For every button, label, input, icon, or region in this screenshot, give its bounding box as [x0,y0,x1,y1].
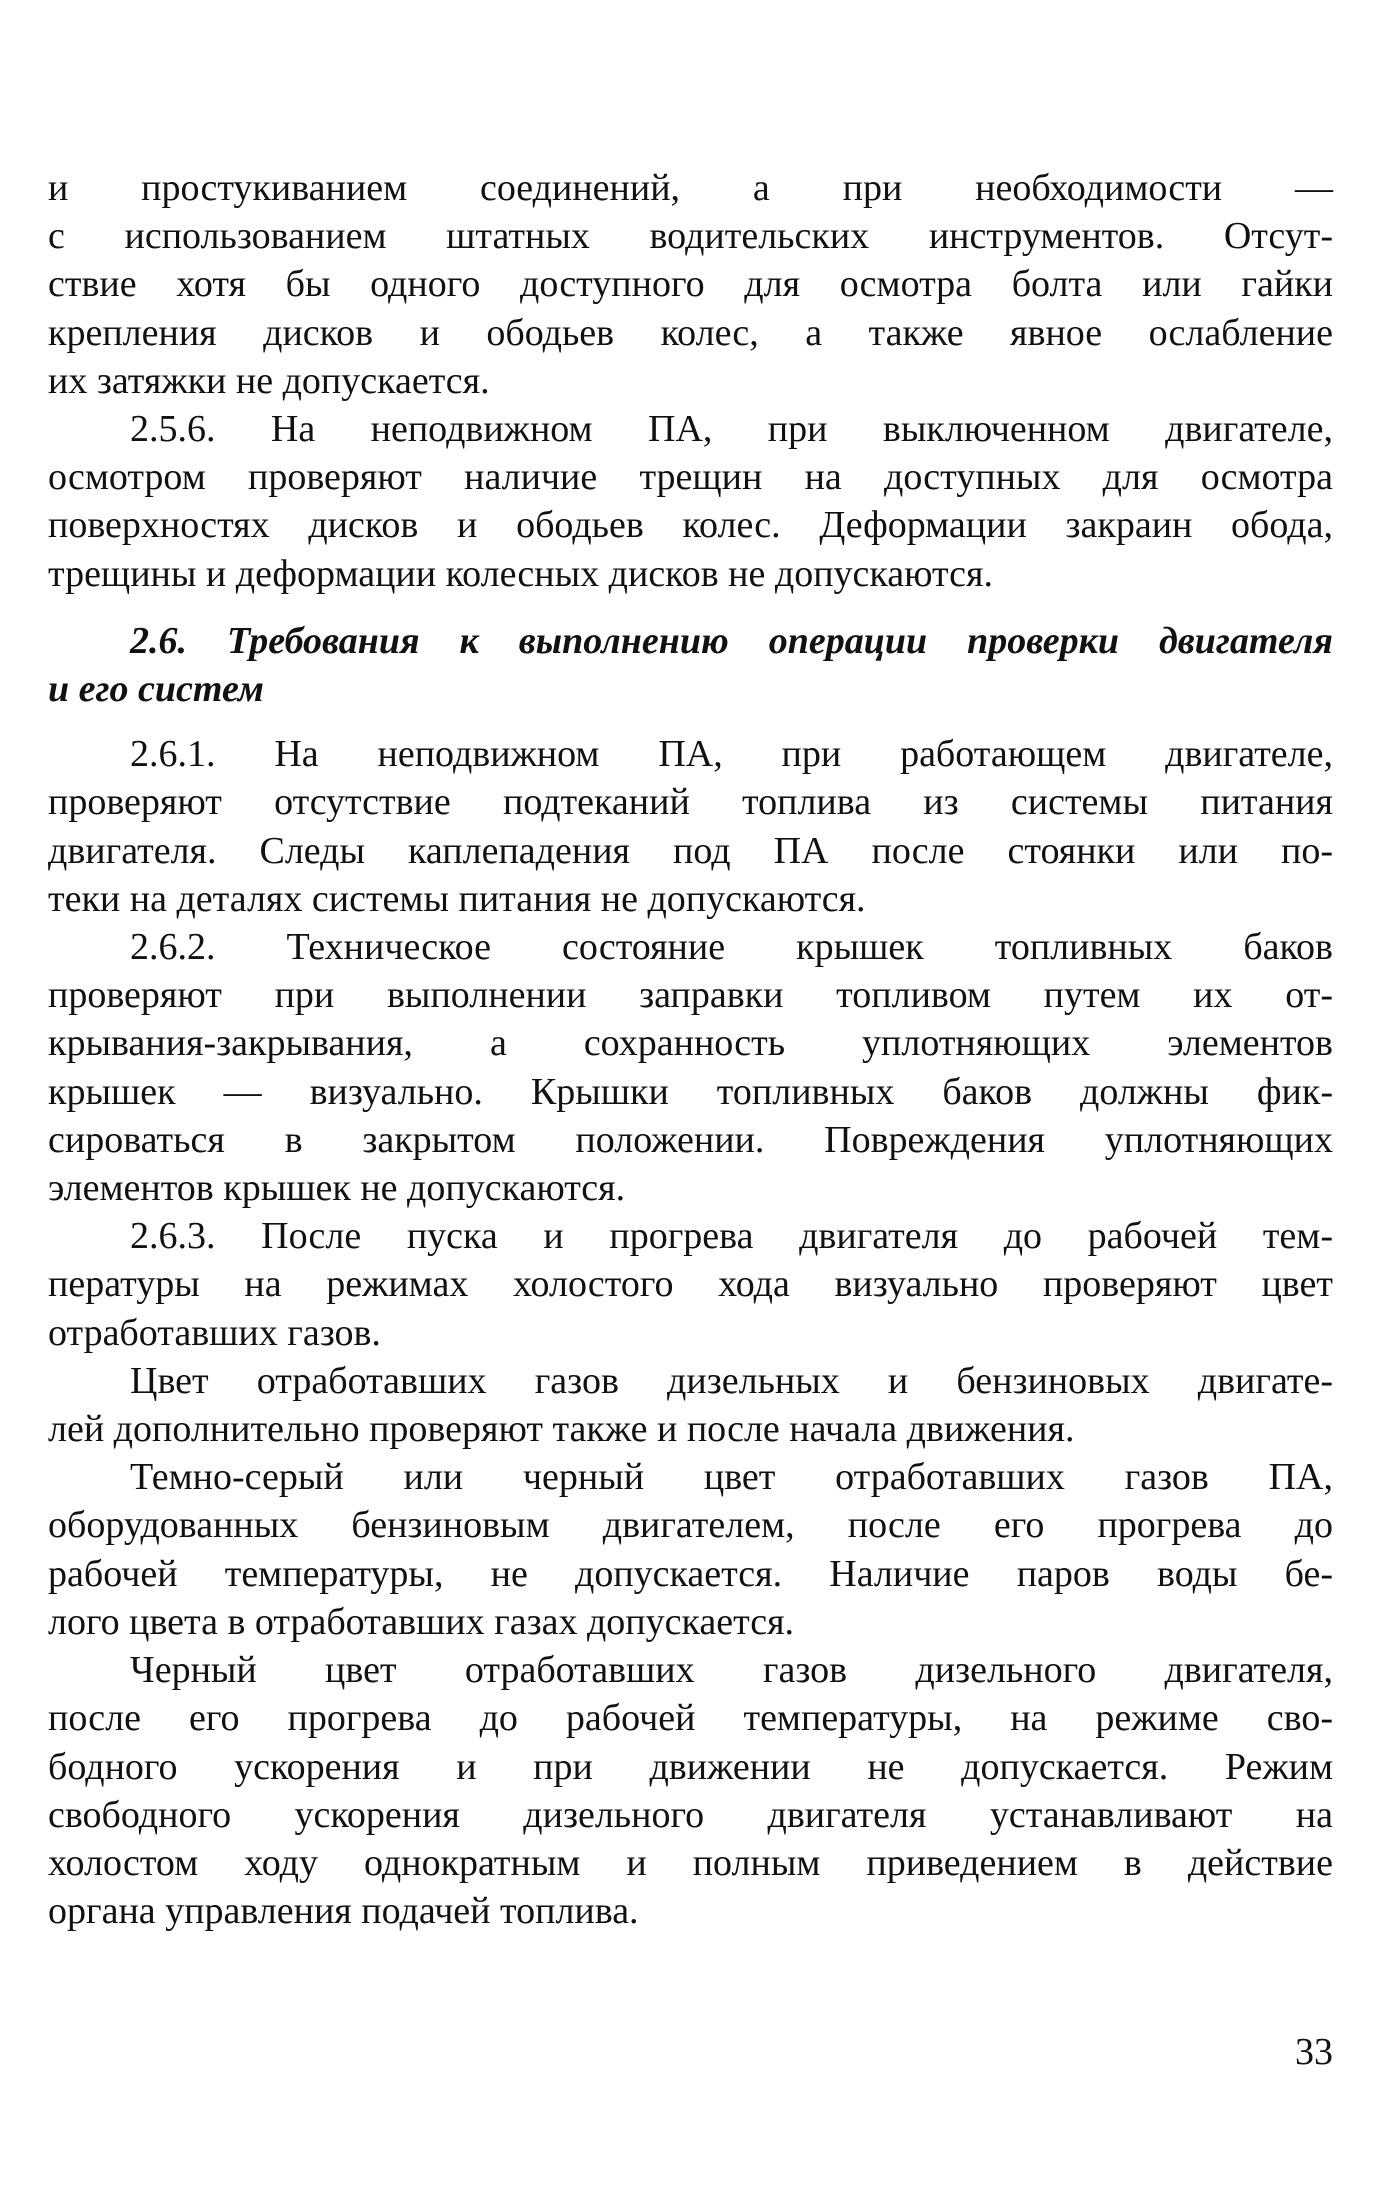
section-heading [48,617,1333,713]
paragraph [48,730,1333,923]
text-line: после его прогрева до рабочей температуры, на режиме сво- [48,1697,1333,1740]
document-body [48,164,1333,1935]
paragraph [48,923,1333,1212]
text-line: проверяют отсутствие подтеканий топлива из системы питания [48,781,1333,824]
text-line: свободного ускорения дизельного двигателя устанавливают на [48,1793,1333,1836]
text-line: холостом ходу однократным и полным приведением в действие [48,1841,1333,1884]
text-line: осмотром проверяют наличие трещин на доступных для осмотра [48,456,1333,499]
paragraph [48,1212,1333,1357]
text-line: лей дополнительно проверяют также и после начала движения. [48,1408,1075,1451]
text-line: ствие хотя бы одного доступного для осмотра болта или гайки [48,263,1333,306]
paragraph [48,1646,1333,1935]
text-line: 2.6.2. Техническое состояние крышек топливных баков [130,926,1333,969]
text-line: 2.6.3. После пуска и прогрева двигателя до рабочей тем- [130,1215,1333,1258]
text-line: Черный цвет отработавших газов дизельного двигателя, [130,1649,1333,1692]
text-line: 2.6. Требования к выполнению операции проверки двигателя [130,619,1333,662]
text-line: отработавших газов. [48,1311,381,1354]
text-line: Цвет отработавших газов дизельных и бензиновых двигате- [130,1359,1333,1402]
text-line: и простукиванием соединений, а при необходимости — [48,167,1333,209]
text-line: крывания-закрывания, а сохранность уплотняющих элементов [48,1022,1333,1065]
text-line: проверяют при выполнении заправки топливом путем их от- [48,974,1333,1017]
text-line: с использованием штатных водительских инструментов. Отсут- [48,215,1333,258]
page-number: 33 [1295,2031,1333,2073]
text-line: 2.5.6. На неподвижном ПА, при выключенном двигателе, [130,408,1333,451]
text-line: пературы на режимах холостого хода визуально проверяют цвет [48,1263,1333,1306]
paragraph [48,1357,1333,1453]
paragraph [48,1453,1333,1646]
text-line: теки на деталях системы питания не допускаются. [48,877,866,920]
text-line: сироваться в закрытом положении. Повреждения уплотняющих [48,1118,1333,1161]
paragraph [48,405,1333,598]
text-line: бодного ускорения и при движении не допускается. Режим [48,1745,1333,1788]
text-line: их затяжки не допускается. [48,359,490,402]
text-line: крепления дисков и ободьев колес, а также явное ослабление [48,311,1333,354]
paragraph [48,164,1333,405]
text-line: двигателя. Следы каплепадения под ПА после стоянки или по- [48,829,1333,872]
text-line: трещины и деформации колесных дисков не допускаются. [48,552,993,595]
text-line: и его систем [48,668,264,711]
text-line: элементов крышек не допускаются. [48,1167,626,1210]
text-line: Темно-серый или черный цвет отработавших газов ПА, [130,1456,1333,1499]
text-line: 2.6.1. На неподвижном ПА, при работающем двигателе, [130,733,1333,776]
text-line: органа управления подачей топлива. [48,1890,639,1933]
text-line: лого цвета в отработавших газах допускается. [48,1600,795,1643]
text-line: оборудованных бензиновым двигателем, после его прогрева до [48,1504,1333,1547]
text-line: рабочей температуры, не допускается. Наличие паров воды бе- [48,1552,1333,1595]
text-line: поверхностях дисков и ободьев колес. Деформации закраин обода, [48,504,1333,547]
text-line: крышек — визуально. Крышки топливных баков должны фик- [48,1070,1333,1113]
